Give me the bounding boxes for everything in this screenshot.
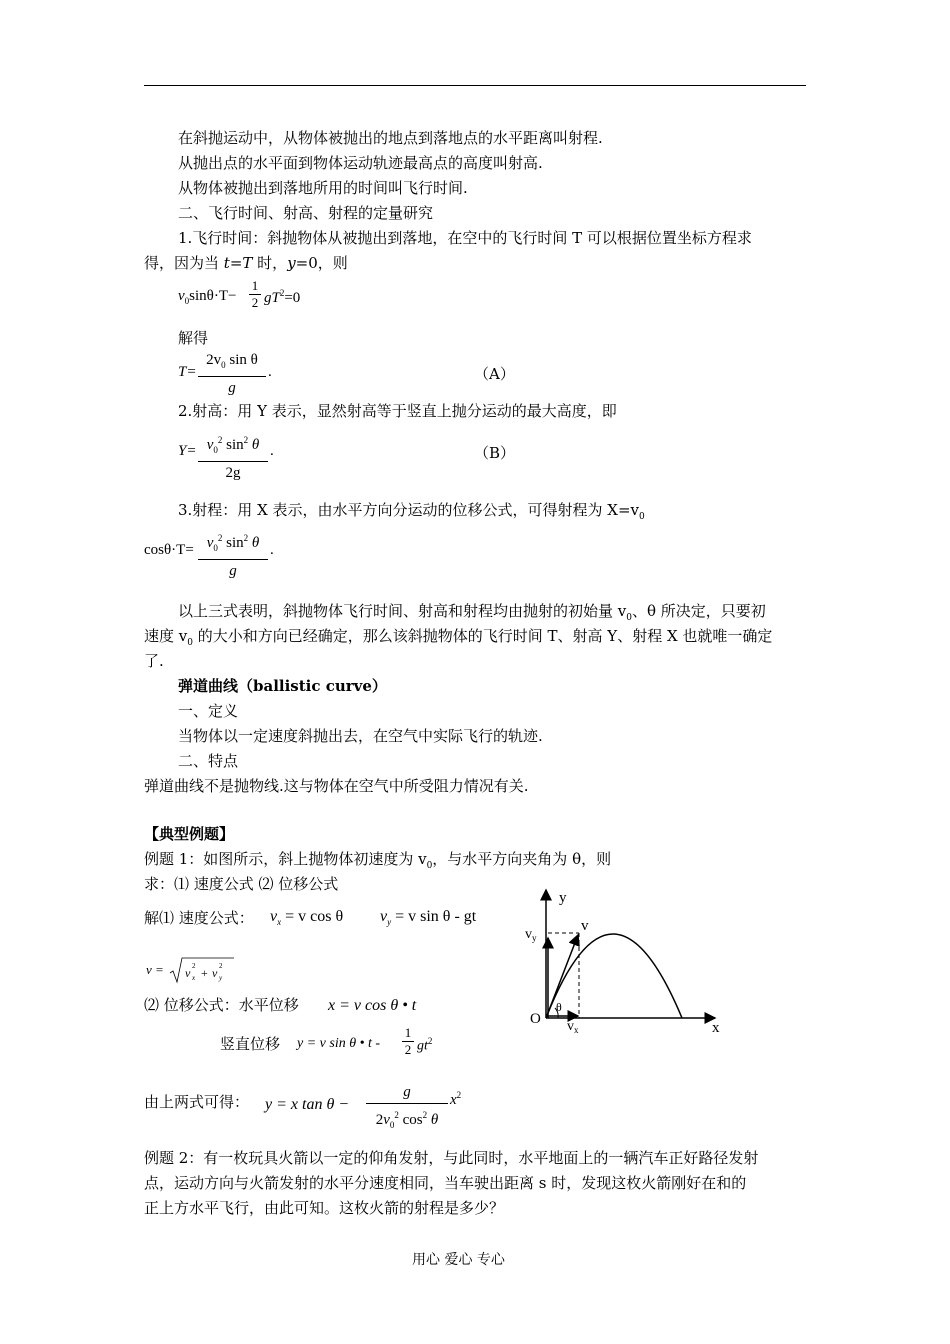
vy-label: $v_y$ <box>525 927 537 943</box>
x-equation: x = v cos θ • t <box>328 997 417 1014</box>
para-time-def: 从物体被抛出到落地所用的时间叫飞行时间. <box>178 179 468 197</box>
svg-text:2: 2 <box>219 962 223 970</box>
y-axis-label: y <box>559 890 567 906</box>
solution-displacement-label: ⑵ 位移公式：水平位移 <box>144 996 299 1014</box>
heading-features: 二、特点 <box>178 752 239 770</box>
example2-line1: 例题 2：有一枚玩具火箭以一定的仰角发射，与此同时，水平地面上的一辆汽车正好路径发射 <box>144 1149 759 1167</box>
para-flight-time-2: 得，因为当 t=T 时，y=0，则 <box>144 254 348 272</box>
T-fraction: $2v_0$ sin θ g <box>198 350 266 398</box>
para-range-def: 在斜抛运动中，从物体被抛出的地点到落地点的水平距离叫射程. <box>178 129 603 147</box>
svg-text:x: x <box>192 974 196 982</box>
vx-label: $v_x$ <box>567 1019 579 1035</box>
label-A: （A） <box>474 365 515 383</box>
para-summary-1: 以上三式表明，斜抛物体飞行时间、射高和射程均由抛射的初始量 $v_0$、θ 所决定，只要初 <box>178 602 766 623</box>
X-period: . <box>270 542 274 558</box>
svg-text:y: y <box>219 974 223 982</box>
y-equation-tail: $gt^2$ <box>417 1036 433 1054</box>
section-heading-quant: 二、飞行时间、射高、射程的定量研究 <box>178 204 434 222</box>
svg-text:v: v <box>212 966 218 980</box>
projectile-figure <box>515 880 735 1040</box>
svg-text:2: 2 <box>192 962 196 970</box>
vertical-displacement-label: 竖直位移 <box>220 1035 281 1053</box>
para-height-def: 从抛出点的水平面到物体运动轨迹最高点的高度叫射高. <box>178 154 543 172</box>
X-fraction: $v_0^2$ $\sin^2 \theta$ g <box>198 528 268 581</box>
sqrt-expression <box>168 955 236 985</box>
para-summary-2: 速度 $v_0$ 的大小和方向已经确定，那么该斜抛物体的飞行时间 T、射高 Y、射程 X 也就唯一确定 <box>144 627 773 648</box>
trajectory-curve <box>546 934 682 1018</box>
y-half-fraction: 1 2 <box>402 1025 414 1058</box>
example1-ask: 求：⑴ 速度公式 ⑵ 位移公式 <box>144 875 339 893</box>
theta-label: θ <box>556 1000 562 1014</box>
Y-period: . <box>270 443 274 459</box>
velocity-label: v <box>581 918 589 934</box>
para-flight-time-1: 1.飞行时间：斜抛物体从被抛出到落地，在空中的飞行时间 T 可以根据位置坐标方程求 <box>178 229 752 247</box>
X-prefix: cosθ·T= <box>144 542 194 558</box>
para-range: 3.射程：用 X 表示，由水平方向分运动的位移公式，可得射程为 $X=v_0$ <box>178 501 645 522</box>
example2-line3: 正上方水平飞行，由此可知。这枚火箭的射程是多少？ <box>144 1199 505 1217</box>
label-solve: 解得 <box>178 329 209 347</box>
equation-time-tail: $gT^2=0$ <box>264 288 301 306</box>
v-magnitude: v = <box>146 962 164 977</box>
para-max-height: 2.射高：用 Y 表示，显然射高等于竖直上抛分运动的最大高度，即 <box>178 402 617 420</box>
T-label: T= <box>178 364 197 380</box>
trajectory-fraction: g $2v_0^2$ $\cos^2 \theta$ <box>366 1082 448 1135</box>
example2-line2: 点，运动方向与火箭发射的水平分速度相同，当车驶出距离 s 时，发现这枚火箭刚好在和的 <box>144 1174 747 1192</box>
y-equation: y = v sin θ • t - <box>297 1036 381 1051</box>
header-rule <box>144 85 806 86</box>
svg-text:+: + <box>201 966 208 980</box>
trajectory-equation: y = x tan θ − <box>265 1096 350 1113</box>
heading-definition: 一、定义 <box>178 702 239 720</box>
T-period: . <box>268 364 272 380</box>
conclusion-label: 由上两式可得： <box>144 1093 250 1111</box>
label-B: （B） <box>474 444 516 462</box>
equation-time: $v_0\sin\theta\cdot T-$ <box>178 288 237 306</box>
example1-question: 例题 1：如图所示，斜上抛物体初速度为 $v_0$，与水平方向夹角为 θ，则 <box>144 850 612 871</box>
half-fraction: 1 2 <box>249 278 261 311</box>
x-axis-label: x <box>712 1020 720 1036</box>
Y-fraction: $v_0^2$ $\sin^2 \theta$ 2g <box>198 430 268 483</box>
para-summary-3: 了. <box>144 652 164 670</box>
para-definition: 当物体以一定速度斜抛出去，在空气中实际飞行的轨迹. <box>178 727 543 745</box>
heading-examples: 【典型例题】 <box>144 825 235 843</box>
heading-ballistic-curve: 弹道曲线（ballistic curve） <box>178 677 387 695</box>
trajectory-tail: $x^2$ <box>450 1090 462 1108</box>
vy-equation: $v_y = v$ sin θ - gt <box>380 908 477 928</box>
Y-label: Y= <box>178 443 197 459</box>
vx-equation: $v_x = v$ cos θ <box>270 908 344 928</box>
velocity-vector <box>546 935 578 1018</box>
solution-velocity-label: 解⑴ 速度公式： <box>144 909 254 927</box>
para-features: 弹道曲线不是抛物线.这与物体在空气中所受阻力情况有关. <box>144 777 529 795</box>
svg-text:v: v <box>185 966 191 980</box>
origin-label: O <box>530 1011 541 1027</box>
footer: 用心 爱心 专心 <box>412 1252 505 1268</box>
